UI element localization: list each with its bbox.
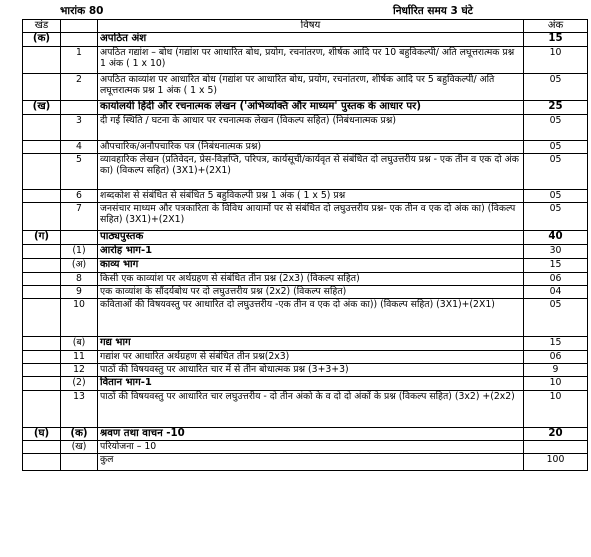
marks-cell: 06: [524, 350, 588, 363]
section-cell: [23, 336, 61, 350]
number-cell: [61, 33, 98, 46]
total-marks-label: भारांक 80: [60, 5, 104, 17]
section-row: [23, 427, 588, 440]
section-cell: [23, 202, 61, 230]
marks-cell: 05: [524, 189, 588, 202]
marks-cell: 40: [524, 230, 588, 244]
section-cell: (ग): [23, 230, 61, 244]
number-cell: 8: [61, 272, 98, 285]
table-row: [23, 285, 588, 298]
subject-cell: कविताओं की विषयवस्तु पर आधारित दो लघुउत्तरीय -एक तीन व एक दो अंक का)) (विकल्प सहित) (3X1)+(2X1): [98, 298, 524, 336]
table-row: [23, 73, 588, 100]
section-cell: [23, 153, 61, 189]
subsection-row: [23, 336, 588, 350]
number-cell: [61, 454, 98, 471]
subject-cell: किसी एक काव्यांश पर अर्थग्रहण से संबंधित तीन प्रश्न (2x3) (विकल्प सहित): [98, 272, 524, 285]
table-row: [23, 363, 588, 376]
subject-cell: औपचारिक/अनौपचारिक पत्र (निबंधनात्मक प्रश्न): [98, 140, 524, 153]
subsection-row: [23, 244, 588, 258]
marks-cell: 15: [524, 336, 588, 350]
section-cell: [23, 390, 61, 427]
marks-cell: 05: [524, 73, 588, 100]
section-cell: [23, 441, 61, 454]
subject-cell: अपठित काव्यांश पर आधारित बोध (गद्यांश पर आधारित बोध, प्रयोग, रचनांतरण, शीर्षक आदि पर 5 बहुविकल्पी/ अति लघूत्तरात्मक प्रश्न 1 अंक ( 1 x 5): [98, 73, 524, 100]
section-cell: [23, 285, 61, 298]
table-row: [23, 350, 588, 363]
number-cell: (अ): [61, 258, 98, 272]
time-allotted-label: निर्धारित समय 3 घंटे: [393, 5, 473, 17]
marks-cell: 05: [524, 140, 588, 153]
table-row: [23, 114, 588, 140]
section-cell: [23, 114, 61, 140]
subject-cell: दी गई स्थिति / घटना के आधार पर रचनात्मक लेखन (विकल्प सहित) (निबंधनात्मक प्रश्न): [98, 114, 524, 140]
marks-cell: 05: [524, 153, 588, 189]
number-cell: (क): [61, 427, 98, 440]
section-cell: [23, 189, 61, 202]
section-cell: [23, 363, 61, 376]
number-cell: [61, 230, 98, 244]
header-section: खंड: [23, 20, 61, 33]
marks-cell: 30: [524, 244, 588, 258]
section-cell: [23, 73, 61, 100]
section-row: [23, 230, 588, 244]
number-cell: 12: [61, 363, 98, 376]
marks-cell: 05: [524, 298, 588, 336]
table-row: [23, 189, 588, 202]
number-cell: (ख): [61, 441, 98, 454]
subject-cell: कुल: [98, 454, 524, 471]
subject-cell: एक काव्यांश के सौंदर्यबोध पर दो लघुउत्तरीय प्रश्न (2x2) (विकल्प सहित): [98, 285, 524, 298]
header-marks: अंक: [524, 20, 588, 33]
table-row: [23, 298, 588, 336]
table-row: [23, 390, 588, 427]
header-subject: विषय: [98, 20, 524, 33]
marks-cell: 06: [524, 272, 588, 285]
table-row: [23, 272, 588, 285]
table-row: [23, 140, 588, 153]
number-cell: 2: [61, 73, 98, 100]
section-cell: [23, 350, 61, 363]
number-cell: 11: [61, 350, 98, 363]
marks-cell: 100: [524, 454, 588, 471]
marks-cell: 15: [524, 258, 588, 272]
table-row: [23, 441, 588, 454]
marks-cell: 20: [524, 427, 588, 440]
marks-cell: 05: [524, 202, 588, 230]
number-cell: 6: [61, 189, 98, 202]
subject-cell: शब्दकोश से संबंधित से संबंधित 5 बहुविकल्पी प्रश्न 1 अंक ( 1 x 5) प्रश्न: [98, 189, 524, 202]
number-cell: 10: [61, 298, 98, 336]
marks-cell: 10: [524, 46, 588, 73]
subject-cell: वितान भाग-1: [98, 376, 524, 390]
marks-cell: 15: [524, 33, 588, 46]
section-cell: [23, 46, 61, 73]
section-cell: [23, 298, 61, 336]
number-cell: 5: [61, 153, 98, 189]
number-cell: 4: [61, 140, 98, 153]
marks-cell: 10: [524, 390, 588, 427]
table-row: [23, 454, 588, 471]
number-cell: [61, 100, 98, 114]
table-row: [23, 202, 588, 230]
number-cell: 7: [61, 202, 98, 230]
number-cell: 9: [61, 285, 98, 298]
marks-cell: 05: [524, 114, 588, 140]
section-row: [23, 33, 588, 46]
marks-cell: 25: [524, 100, 588, 114]
section-cell: (ख): [23, 100, 61, 114]
subject-cell: आरोह भाग-1: [98, 244, 524, 258]
section-cell: [23, 258, 61, 272]
number-cell: (ब): [61, 336, 98, 350]
header-number: [61, 20, 98, 33]
subsection-row: [23, 376, 588, 390]
table-row: [23, 153, 588, 189]
section-cell: (क): [23, 33, 61, 46]
marks-cell: 9: [524, 363, 588, 376]
table-header-row: [23, 20, 588, 33]
number-cell: 3: [61, 114, 98, 140]
subject-cell: पाठों की विषयवस्तु पर आधारित चार लघुउत्तरीय - दो तीन अंको के व दो दो अंकों के प्रश्न (विकल्प सहित) (3x2) +(2x2): [98, 390, 524, 427]
subject-cell: अपठित अंश: [98, 33, 524, 46]
number-cell: 1: [61, 46, 98, 73]
number-cell: 13: [61, 390, 98, 427]
section-cell: [23, 454, 61, 471]
marks-cell: 10: [524, 376, 588, 390]
subject-cell: जनसंचार माध्यम और पत्रकारिता के विविध आयामों पर से संबंधित दो लघुउत्तरीय प्रश्न- एक तीन व एक दो अंक का) (विकल्प सहित) (3X1)+(2X1): [98, 202, 524, 230]
subject-cell: पाठों की विषयवस्तु पर आधारित चार में से तीन बोधात्मक प्रश्न (3+3+3): [98, 363, 524, 376]
subject-cell: काव्य भाग: [98, 258, 524, 272]
marks-distribution-table: [22, 19, 588, 471]
number-cell: (2): [61, 376, 98, 390]
table-row: [23, 46, 588, 73]
subject-cell: श्रवण तथा वाचन -10: [98, 427, 524, 440]
section-cell: [23, 140, 61, 153]
section-cell: [23, 272, 61, 285]
section-cell: [23, 376, 61, 390]
number-cell: (1): [61, 244, 98, 258]
section-cell: [23, 244, 61, 258]
subject-cell: पाठ्यपुस्तक: [98, 230, 524, 244]
section-row: [23, 100, 588, 114]
subsection-row: [23, 258, 588, 272]
subject-cell: व्यावहारिक लेखन (प्रतिवेदन, प्रेस-विज्ञप्ति, परिपत्र, कार्यसूची/कार्यवृत से संबंधित दो लघुउत्तरीय प्रश्न - एक तीन व एक दो अंक का) (विकल्प सहित) (3X1)+(2X1): [98, 153, 524, 189]
subject-cell: गद्यांश पर आधारित अर्थग्रहण से संबंधित तीन प्रश्न(2x3): [98, 350, 524, 363]
subject-cell: गद्य भाग: [98, 336, 524, 350]
subject-cell: परियोजना – 10: [98, 441, 524, 454]
subject-cell: कार्यालयी हिंदी और रचनात्मक लेखन ('अभिव्यक्ति और माध्यम' पुस्तक के आधार पर): [98, 100, 524, 114]
marks-cell: [524, 441, 588, 454]
subject-cell: अपठित गद्यांश – बोध (गद्यांश पर आधारित बोध, प्रयोग, रचनांतरण, शीर्षक आदि पर 10 बहुविकल्पी/ अति लघूत्तरात्मक प्रश्न 1 अंक ( 1 x 10): [98, 46, 524, 73]
section-cell: (घ): [23, 427, 61, 440]
marks-cell: 04: [524, 285, 588, 298]
